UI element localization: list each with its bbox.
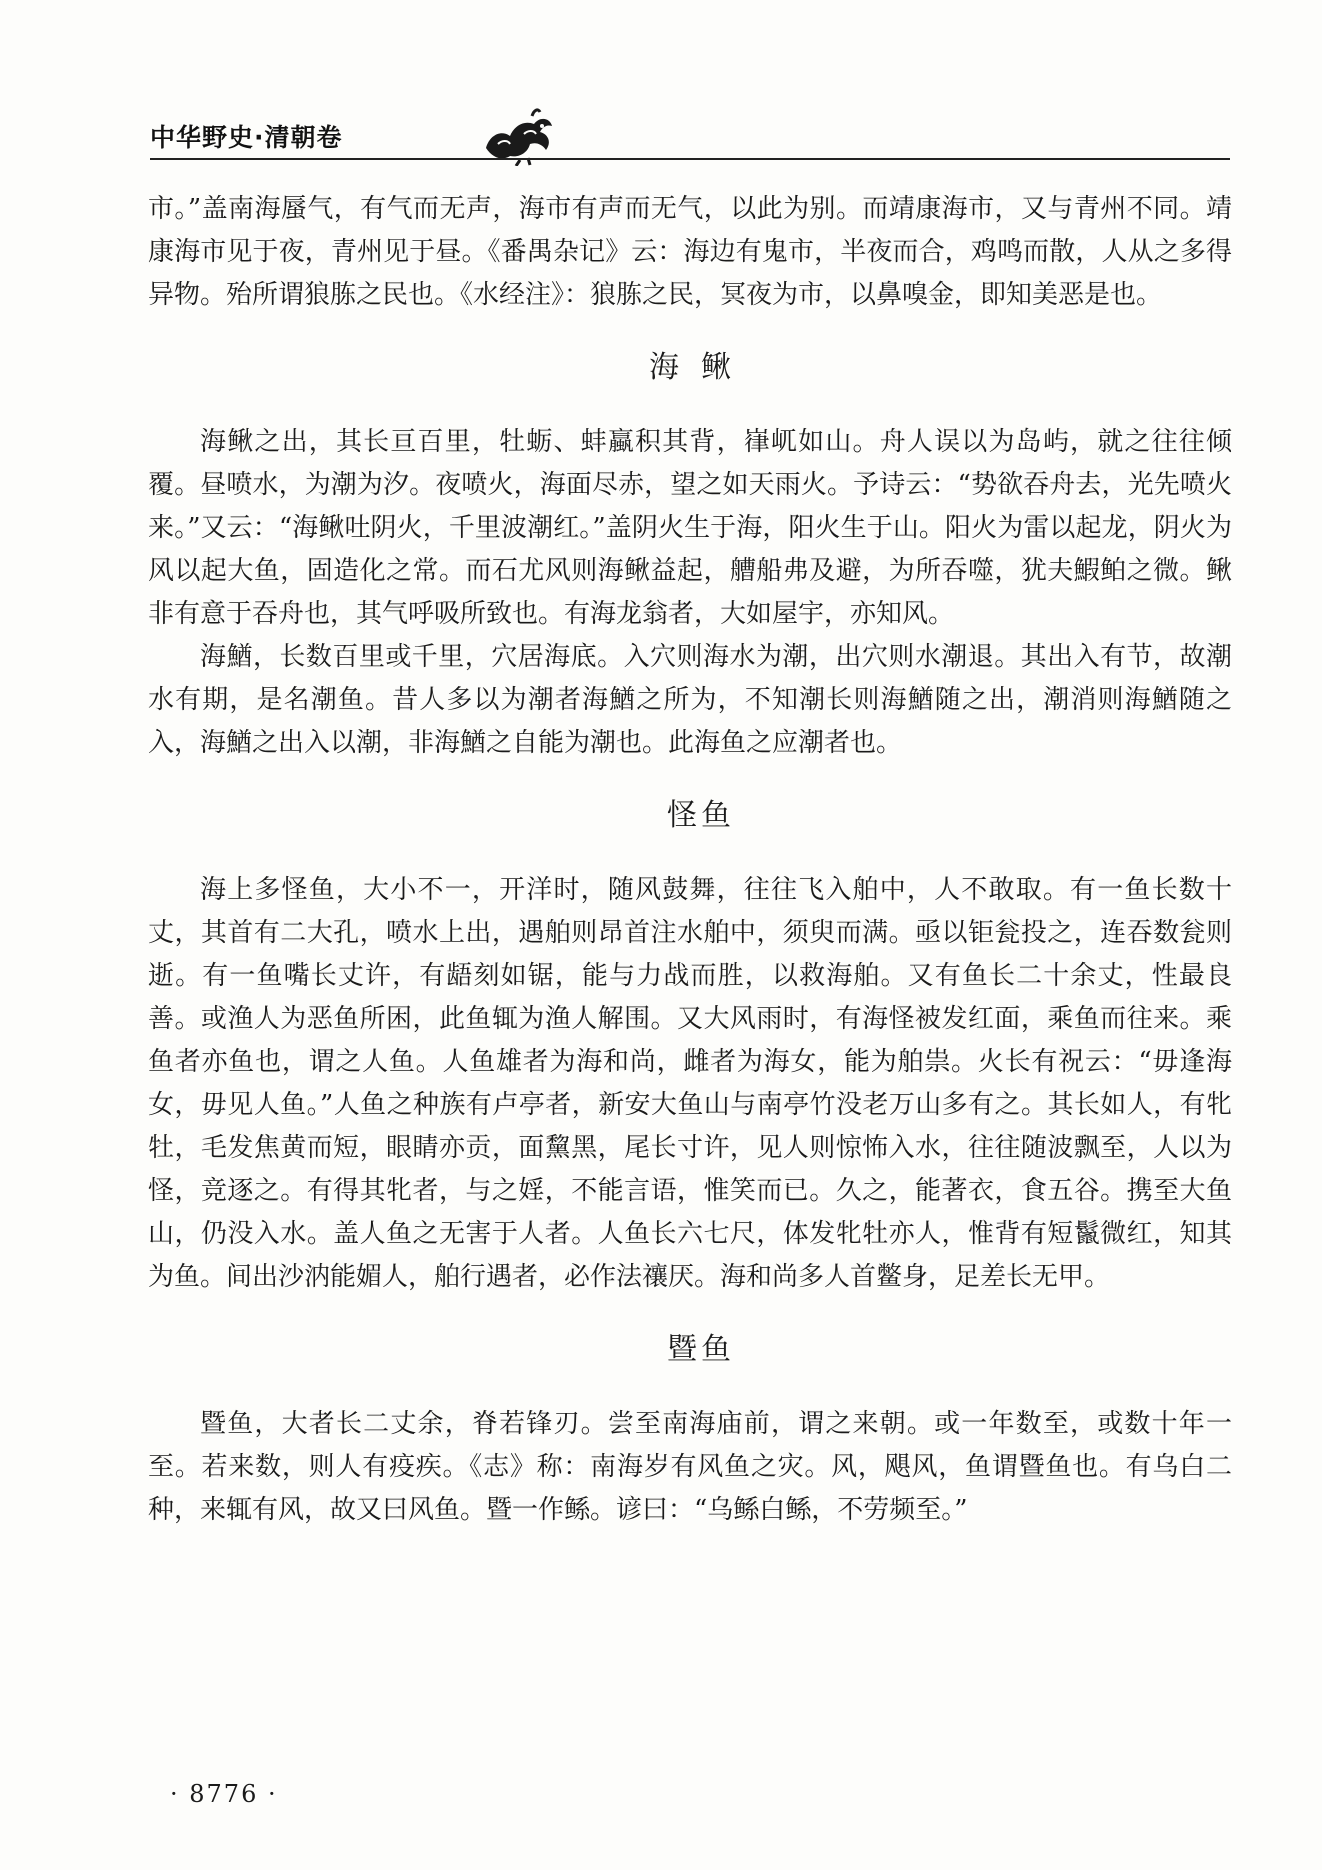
- section-paragraph: 海上多怪鱼，大小不一，开洋时，随风鼓舞，往往飞入舶中，人不敢取。有一鱼长数十丈，其首有二大孔，喷水上出，遇舶则昂首注水舶中，须臾而满。亟以钜瓮投之，连吞数瓮则逝。有一鱼嘴长丈许，有龉刻如锯，能与力战而胜，以救海舶。又有鱼长二十余丈，性最良善。或渔人为恶鱼所困，此鱼辄为渔人解围。又大风雨时，有海怪被发红面，乘鱼而往来。乘鱼者亦鱼也，谓之人鱼。人鱼雄者为海和尚，雌者为海女，能为舶祟。火长有祝云：“毋逢海女，毋见人鱼。”人鱼之种族有卢亭者，新安大鱼山与南亭竹没老万山多有之。其长如人，有牝牡，毛发焦黄而短，眼睛亦贡，面黧黑，尾长寸许，见人则惊怖入水，往往随波飘至，人以为怪，竞逐之。有得其牝者，与之婬，不能言语，惟笑而已。久之，能著衣，食五谷。携至大鱼山，仍没入水。盖人鱼之无害于人者。人鱼长六七尺，体发牝牡亦人，惟背有短鬣微红，知其为鱼。间出沙汭能媚人，舶行遇者，必作法禳厌。海和尚多人首鳖身，足差长无甲。: [148, 875, 1232, 1292]
- book-title: 中华野史·清朝卷: [150, 123, 343, 152]
- page-body: [148, 188, 1232, 1532]
- page-number: · 8776 ·: [170, 1780, 278, 1808]
- dragon-emblem-icon: [480, 104, 558, 166]
- section-paragraph: 暨鱼，大者长二丈余，脊若锋刃。尝至南海庙前，谓之来朝。或一年数至，或数十年一至。若来数，则人有疫疾。《志》称：南海岁有风鱼之灾。风，飓风，鱼谓暨鱼也。有乌白二种，来辄有风，故又曰风鱼。暨一作鲧。谚曰：“乌鲧白鲧，不劳频至。”: [148, 1409, 1232, 1525]
- header-divider: [150, 158, 1230, 160]
- section-paragraph: 海鰌，长数百里或千里，穴居海底。入穴则海水为潮，出穴则水潮退。其出入有节，故潮水有期，是名潮鱼。昔人多以为潮者海鰌之所为，不知潮长则海鰌随之出，潮消则海鰌随之入，海鰌之出入以潮，非海鰌之自能为潮也。此海鱼之应潮者也。: [148, 642, 1232, 758]
- section-paragraph: 海鳅之出，其长亘百里，牡蛎、蚌蠃积其背，嵂屼如山。舟人误以为岛屿，就之往往倾覆。昼喷水，为潮为汐。夜喷火，海面尽赤，望之如天雨火。予诗云：“势欲吞舟去，光先喷火来。”又云：“海鳅吐阴火，千里波潮红。”盖阴火生于海，阳火生于山。阳火为雷以起龙，阴火为风以起大鱼，固造化之常。而石尤风则海鳅益起，艚船弗及避，为所吞噬，犹夫鰕鲌之微。鳅非有意于吞舟也，其气呼吸所致也。有海龙翁者，大如屋宇，亦知风。: [148, 427, 1232, 629]
- page-header: [150, 118, 1230, 176]
- section-title-guai-yu: 怪鱼: [667, 798, 735, 833]
- section-title-hai-qiu: 海鳅: [649, 350, 753, 385]
- section-title-ji-yu: 暨鱼: [667, 1332, 735, 1367]
- intro-paragraph: 市。”盖南海蜃气，有气而无声，海市有声而无气，以此为别。而靖康海市，又与青州不同。靖康海市见于夜，青州见于昼。《番禺杂记》云：海边有鬼市，半夜而合，鸡鸣而散，人从之多得异物。殆所谓狼胨之民也。《水经注》：狼胨之民，冥夜为市，以鼻嗅金，即知美恶是也。: [148, 194, 1232, 310]
